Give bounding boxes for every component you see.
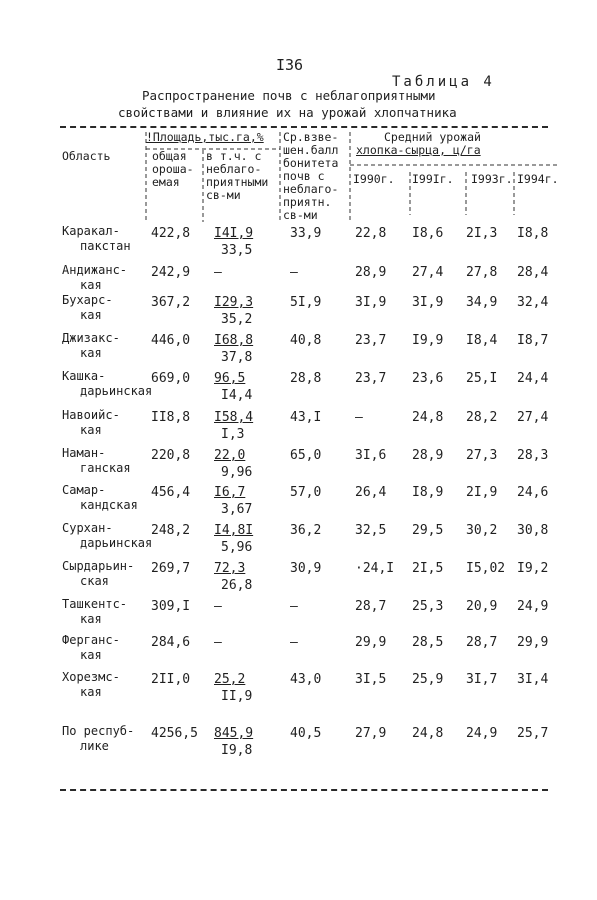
cell-bonitet: – — [290, 265, 298, 280]
region-name-line1: Наман- — [62, 446, 106, 460]
cell-yield-1994: I8,8 — [517, 226, 549, 241]
cell-yield-1991: 23,6 — [412, 371, 444, 386]
region-name — [62, 369, 152, 399]
cell-bonitet: 33,9 — [290, 226, 322, 241]
cell-total-area: 2II,0 — [151, 672, 191, 687]
cell-unfavorable-area: I6,7 — [214, 485, 246, 500]
region-name — [62, 263, 127, 293]
cell-yield-1990: 3I,5 — [355, 672, 387, 687]
cell-unfavorable-percent: 37,8 — [221, 350, 253, 365]
cell-bonitet: 43,I — [290, 410, 322, 425]
cell-yield-1994: 28,4 — [517, 265, 549, 280]
region-name-line1: Андижанс- — [62, 263, 128, 277]
cell-yield-1990: 23,7 — [355, 333, 387, 348]
header-year-1991: I99Iг. — [412, 172, 454, 186]
cell-yield-1993: 27,8 — [466, 265, 498, 280]
cell-unfavorable-area: – — [214, 635, 222, 650]
header-irrigated: общая ороша- емая — [152, 149, 194, 189]
cell-yield-1993: 28,7 — [466, 635, 498, 650]
cell-yield-1993: I5,02 — [466, 561, 506, 576]
cell-yield-1990: 32,5 — [355, 523, 387, 538]
cell-unfavorable-percent: II,9 — [221, 689, 253, 704]
cell-unfavorable-area: I4,8I — [214, 523, 254, 538]
region-name — [62, 670, 120, 700]
cell-yield-1991: 2I,5 — [412, 561, 444, 576]
cell-yield-1990: 29,9 — [355, 635, 387, 650]
region-name-line2: дарьинская — [80, 536, 153, 550]
cell-yield-1993: 30,2 — [466, 523, 498, 538]
cell-yield-1993: 27,3 — [466, 448, 498, 463]
header-region: Область — [62, 149, 111, 163]
region-name — [62, 483, 138, 513]
cell-yield-1994: 3I,4 — [517, 672, 549, 687]
cell-yield-1994: 24,9 — [517, 599, 549, 614]
cell-total-area: 309,I — [151, 599, 191, 614]
cell-total-area: 4256,5 — [151, 726, 198, 741]
cell-yield-1994: I9,2 — [517, 561, 549, 576]
cell-unfavorable-area: – — [214, 599, 222, 614]
cell-bonitet: 5I,9 — [290, 295, 322, 310]
cell-yield-1991: 28,9 — [412, 448, 444, 463]
cell-yield-1991: I9,9 — [412, 333, 444, 348]
cell-yield-1990: 3I,6 — [355, 448, 387, 463]
cell-yield-1993: 2I,3 — [466, 226, 498, 241]
region-name — [62, 293, 113, 323]
cell-bonitet: 36,2 — [290, 523, 322, 538]
cell-yield-1991: 3I,9 — [412, 295, 444, 310]
table-label: Таблица 4 — [392, 74, 495, 90]
cell-yield-1991: 28,5 — [412, 635, 444, 650]
region-name — [62, 597, 127, 627]
region-name-line1: Навоийс- — [62, 408, 120, 422]
region-name — [62, 724, 134, 754]
cell-bonitet: – — [290, 635, 298, 650]
region-name-line2: кандская — [80, 498, 138, 512]
region-name-line2: кая — [80, 278, 102, 292]
cell-yield-1991: I8,6 — [412, 226, 444, 241]
cell-bonitet: 43,0 — [290, 672, 322, 687]
cell-unfavorable-percent: 33,5 — [221, 243, 253, 258]
cell-yield-1993: I8,4 — [466, 333, 498, 348]
cell-yield-1991: 27,4 — [412, 265, 444, 280]
cell-yield-1993: 25,I — [466, 371, 498, 386]
cell-yield-1994: I8,7 — [517, 333, 549, 348]
cell-total-area: 248,2 — [151, 523, 191, 538]
cell-yield-1993: 34,9 — [466, 295, 498, 310]
cell-yield-1993: 24,9 — [466, 726, 498, 741]
cell-bonitet: – — [290, 599, 298, 614]
cell-unfavorable-area: 96,5 — [214, 371, 246, 386]
cell-yield-1993: 3I,7 — [466, 672, 498, 687]
region-name-line2: ганская — [80, 461, 131, 475]
region-name-line2: кая — [80, 423, 102, 437]
region-name — [62, 446, 131, 476]
header-year-1990: I990г. — [353, 172, 395, 186]
cell-yield-1991: 25,3 — [412, 599, 444, 614]
cell-yield-1994: 25,7 — [517, 726, 549, 741]
region-name-line1: Каракал- — [62, 224, 120, 238]
region-name-line2: ская — [80, 574, 109, 588]
page-number: I36 — [276, 56, 304, 74]
cell-total-area: 220,8 — [151, 448, 191, 463]
cell-unfavorable-percent: 3,67 — [221, 502, 253, 517]
region-name-line1: Ташкентс- — [62, 597, 128, 611]
cell-yield-1991: 29,5 — [412, 523, 444, 538]
cell-yield-1994: 24,4 — [517, 371, 549, 386]
cell-unfavorable-area: 845,9 — [214, 726, 254, 741]
table-title-line1: Распространение почв с неблагоприятными — [142, 88, 436, 103]
region-name — [62, 224, 131, 254]
region-name-line1: Кашка- — [62, 369, 106, 383]
cell-yield-1994: 32,4 — [517, 295, 549, 310]
cell-bonitet: 40,5 — [290, 726, 322, 741]
cell-unfavorable-percent: I4,4 — [221, 388, 253, 403]
cell-yield-1991: 24,8 — [412, 410, 444, 425]
cell-yield-1994: 27,4 — [517, 410, 549, 425]
cell-unfavorable-area: – — [214, 265, 222, 280]
cell-unfavorable-area: I29,3 — [214, 295, 254, 310]
cell-total-area: 446,0 — [151, 333, 191, 348]
cell-unfavorable-area: 22,0 — [214, 448, 246, 463]
cell-yield-1990: 28,9 — [355, 265, 387, 280]
cell-yield-1990: 26,4 — [355, 485, 387, 500]
cell-yield-1990: 27,9 — [355, 726, 387, 741]
cell-bonitet: 65,0 — [290, 448, 322, 463]
cell-yield-1994: 24,6 — [517, 485, 549, 500]
table-title-line2: свойствами и влияние их на урожай хлопчатника — [118, 105, 457, 120]
cell-unfavorable-percent: 5,96 — [221, 540, 253, 555]
cell-total-area: 284,6 — [151, 635, 191, 650]
cell-total-area: 456,4 — [151, 485, 191, 500]
region-name — [62, 633, 120, 663]
cell-yield-1994: 28,3 — [517, 448, 549, 463]
cell-yield-1990: 28,7 — [355, 599, 387, 614]
region-name-line2: дарьинская — [80, 384, 153, 398]
region-name-line1: Хорезмс- — [62, 670, 120, 684]
cell-bonitet: 40,8 — [290, 333, 322, 348]
cell-yield-1990: 3I,9 — [355, 295, 387, 310]
region-name-line1: Бухарс- — [62, 293, 113, 307]
cell-yield-1991: 25,9 — [412, 672, 444, 687]
cell-yield-1991: I8,9 — [412, 485, 444, 500]
region-name-line1: Сурхан- — [62, 521, 113, 535]
cell-yield-1993: 28,2 — [466, 410, 498, 425]
cell-total-area: 669,0 — [151, 371, 191, 386]
region-name-line1: По респуб- — [62, 724, 135, 738]
region-name — [62, 521, 152, 551]
region-name-line2: кая — [80, 346, 102, 360]
cell-yield-1990: 23,7 — [355, 371, 387, 386]
cell-unfavorable-area: I68,8 — [214, 333, 254, 348]
cell-unfavorable-percent: 35,2 — [221, 312, 253, 327]
region-name — [62, 559, 134, 589]
cell-bonitet: 57,0 — [290, 485, 322, 500]
cell-yield-1990: ·24,I — [355, 561, 395, 576]
region-name-line1: Самар- — [62, 483, 106, 497]
cell-total-area: 367,2 — [151, 295, 191, 310]
region-name-line1: Джизакс- — [62, 331, 120, 345]
cell-yield-1994: 29,9 — [517, 635, 549, 650]
cell-bonitet: 30,9 — [290, 561, 322, 576]
region-name-line2: лике — [80, 739, 109, 753]
region-name-line2: кая — [80, 308, 102, 322]
cell-total-area: 242,9 — [151, 265, 191, 280]
cell-unfavorable-area: 72,3 — [214, 561, 246, 576]
cell-unfavorable-percent: 9,96 — [221, 465, 253, 480]
header-bonitet: Ср.взве- шен.балл бонитета почв с неблаго- приятн. св-ми — [283, 130, 339, 222]
region-name-line1: Ферганс- — [62, 633, 120, 647]
cell-yield-1991: 24,8 — [412, 726, 444, 741]
region-name-line2: кая — [80, 612, 102, 626]
cell-unfavorable-percent: I,3 — [221, 427, 245, 442]
cell-unfavorable-area: I4I,9 — [214, 226, 254, 241]
region-name — [62, 331, 120, 361]
header-year-1993: I993г. — [471, 172, 513, 186]
header-year-1994: I994г. — [517, 172, 559, 186]
cell-total-area: 422,8 — [151, 226, 191, 241]
cell-unfavorable-percent: 26,8 — [221, 578, 253, 593]
region-name-line2: пакстан — [80, 239, 131, 253]
cell-yield-1994: 30,8 — [517, 523, 549, 538]
cell-yield-1990: 22,8 — [355, 226, 387, 241]
header-unfavorable: в т.ч. с неблаго- приятными св-ми — [206, 149, 269, 202]
region-name-line2: кая — [80, 685, 102, 699]
cell-total-area: 269,7 — [151, 561, 191, 576]
region-name — [62, 408, 120, 438]
region-name-line1: Сырдарьин- — [62, 559, 135, 573]
cell-yield-1990: – — [355, 410, 363, 425]
cell-unfavorable-area: I58,4 — [214, 410, 254, 425]
cell-yield-1993: 20,9 — [466, 599, 498, 614]
region-name-line2: кая — [80, 648, 102, 662]
header-yield-group: Средний урожай хлопка-сырца, ц/га — [356, 130, 481, 157]
cell-unfavorable-area: 25,2 — [214, 672, 246, 687]
cell-total-area: II8,8 — [151, 410, 191, 425]
cell-unfavorable-percent: I9,8 — [221, 743, 253, 758]
cell-bonitet: 28,8 — [290, 371, 322, 386]
cell-yield-1993: 2I,9 — [466, 485, 498, 500]
header-area-group: !Площадь,тыс.га,% — [146, 130, 264, 144]
